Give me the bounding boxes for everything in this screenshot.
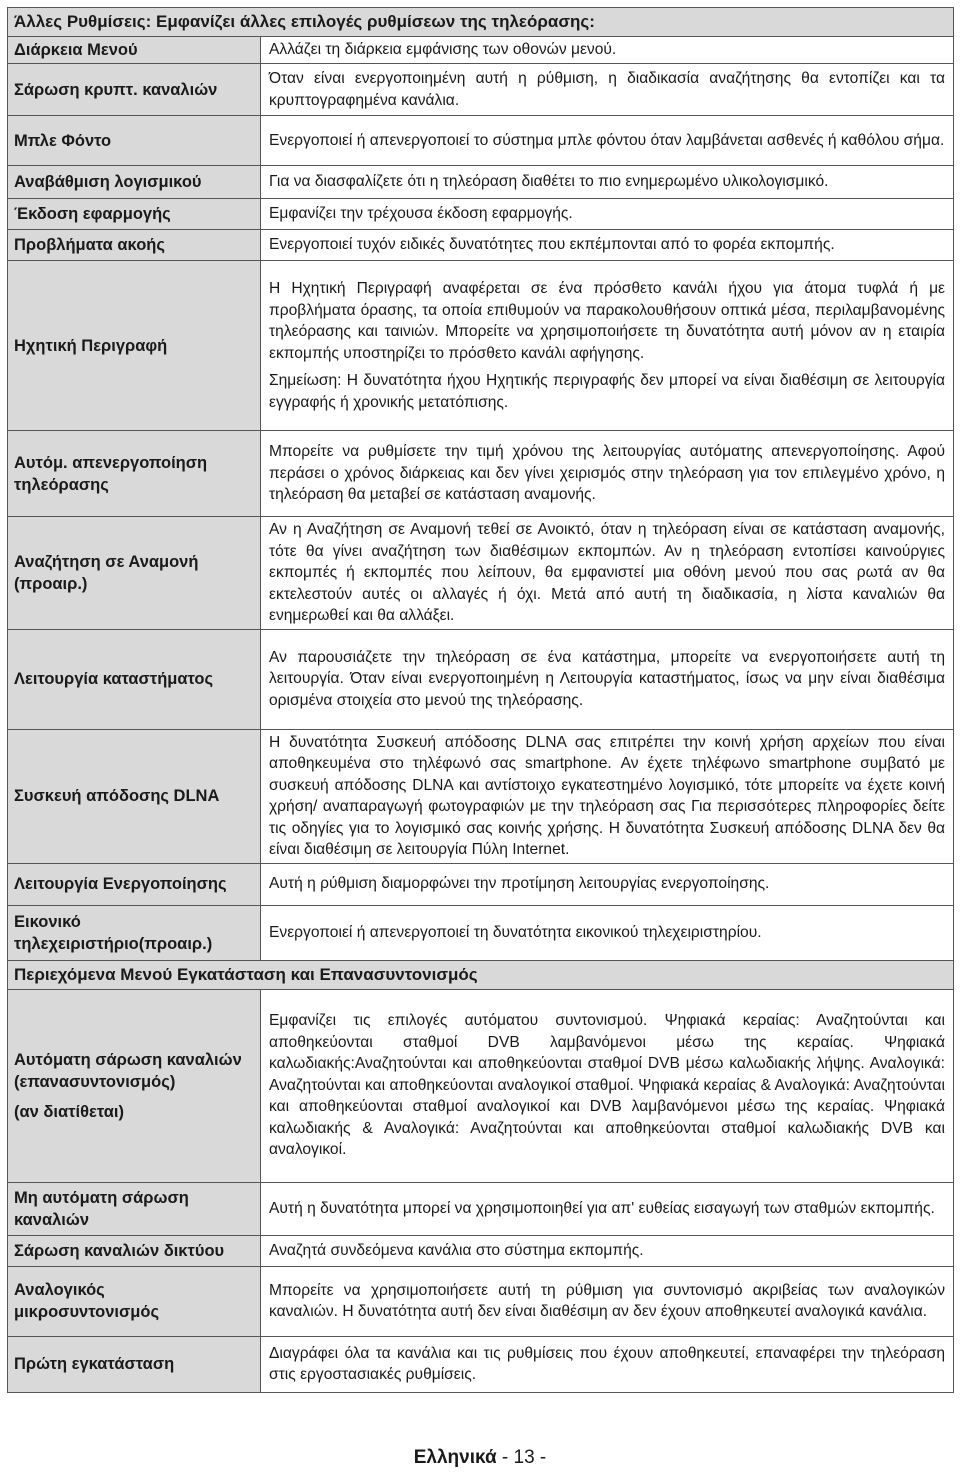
setting-description-text: Για να διασφαλίζετε ότι η τηλεόραση διαθέτει το πιο ενημερωμένο υλικολογισμικό.	[269, 173, 829, 191]
footer-language: Ελληνικά	[413, 1447, 497, 1468]
setting-label	[8, 1266, 261, 1336]
setting-description	[261, 1182, 954, 1235]
table-row	[8, 116, 954, 166]
setting-label-text: Αυτόματη σάρωση καναλιών (επανασυντονισμός)	[14, 1050, 242, 1091]
setting-label-text: Λειτουργία Ενεργοποίησης	[14, 875, 227, 893]
footer-page-number: - 13 -	[501, 1447, 547, 1468]
setting-label	[8, 116, 261, 166]
setting-label	[8, 1336, 261, 1392]
table-row	[8, 629, 954, 729]
setting-description-text: Η Ηχητική Περιγραφή αναφέρεται σε ένα πρόσθετο κανάλι ήχου για άτομα τυφλά ή με προβλήματα όρασης, τα οποία επιθυμούν να παρακολουθήσουν οπτικά μέσα, περιλαμβανομένης τηλεόρασης και ταινιών. Μπορείτε να χρησιμοποιήσετε τη δυνατότητα αυτή μόνον αν η εταιρία εκπομπής υποστηρίζει το πρόσθετο κανάλι αφήγησης.	[269, 280, 946, 362]
setting-description-text: Εμφανίζει την τρέχουσα έκδοση εφαρμογής.	[269, 205, 573, 223]
setting-description-text: Η δυνατότητα Συσκευή απόδοσης DLNA σας επιτρέπει την κοινή χρήση αρχείων που είναι αποθηκευμένα στο τηλέφωνό σας smartphone. Αν έχετε τηλέφωνο smartphone συμβατό με συσκευή απόδοσης DLNA και αντίστοιχο εγκατεστημένο λογισμικό, τότε μπορείτε να έχετε κοινή χρήση/ αναπαραγωγή φωτογραφιών με την τηλεόραση σας Για περισσότερες πληροφορίες δείτε τις οδηγίες για το λογισμικό σας κοινής χρήσης. Η δυνατότητα Συσκευή απόδοσης DLNA δεν θα είναι διαθέσιμη σε λειτουργία Πύλη Internet.	[269, 733, 946, 858]
setting-description	[261, 166, 954, 199]
setting-description	[261, 629, 954, 729]
setting-label-text: Αναλογικός μικροσυντονισμός	[14, 1281, 160, 1321]
setting-description	[261, 64, 954, 116]
setting-label-text: Αυτόμ. απενεργοποίηση τηλεόρασης	[14, 453, 208, 494]
manual-page	[7, 7, 953, 1393]
section-title: Περιεχόμενα Μενού Εγκατάσταση και Επανασυντονισμός	[8, 960, 954, 989]
table-row	[8, 261, 954, 431]
setting-label-text: Προβλήματα ακοής	[14, 236, 165, 254]
setting-description	[261, 431, 954, 517]
page-footer	[0, 1447, 960, 1469]
setting-label-text: Ηχητική Περιγραφή	[14, 336, 168, 355]
setting-description	[261, 116, 954, 166]
setting-description	[261, 199, 954, 230]
table-row	[8, 230, 954, 261]
setting-description	[261, 905, 954, 960]
setting-description-text: Αν η Αναζήτηση σε Αναμονή τεθεί σε Ανοικτό, όταν η τηλεόραση είναι σε κατάσταση αναμονής, τότε θα γίνει αναζήτηση των διαθέσιμων εκπομπών. Αν η τηλεόραση εντοπίσει καινούργιες εκπομπές ή εκπομπές που λείπουν, θα εμφανιστεί μια οθόνη μενού που σας ρωτά αν θα εκτελεστούν αυτές οι αλλαγές ή όχι. Μετά από αυτή τη διαδικασία, η λίστα καναλιών θα ενημερωθεί και θα αλλάξει.	[269, 521, 946, 624]
section-title: Άλλες Ρυθμίσεις: Εμφανίζει άλλες επιλογές ρυθμίσεων της τηλεόρασης:	[8, 8, 954, 37]
table-row	[8, 905, 954, 960]
table-row	[8, 1336, 954, 1392]
setting-label-text: Διάρκεια Μενού	[14, 41, 138, 59]
setting-description-text: Μπορείτε να χρησιμοποιήσετε αυτή τη ρύθμιση για συντονισμό ακριβείας των αναλογικών καναλιών. Η δυνατότητα αυτή δεν είναι διαθέσιμη αν δεν έχουν αποθηκευτεί αναλογικά κανάλια.	[269, 1281, 946, 1320]
setting-description-text: Αυτή η δυνατότητα μπορεί να χρησιμοποιηθεί για απ' ευθείας εισαγωγή των σταθμών εκπομπής.	[269, 1199, 935, 1217]
setting-label	[8, 230, 261, 261]
setting-description-text: Μπορείτε να ρυθμίσετε την τιμή χρόνου της λειτουργίας αυτόματης απενεργοποίησης. Αφού περάσει ο χρόνος διάρκειας και δεν γίνει χειρισμός στην τηλεόραση για τον επιλεγμένο χρόνο, η τηλεόραση θα μεταβεί σε κατάσταση αναμονής.	[269, 443, 946, 504]
setting-label-text: (αν διατίθεται)	[14, 1102, 124, 1121]
setting-description	[261, 517, 954, 630]
setting-label	[8, 989, 261, 1182]
table-row	[8, 1182, 954, 1235]
setting-label	[8, 863, 261, 905]
setting-label-text: Έκδοση εφαρμογής	[14, 205, 171, 223]
setting-description	[261, 261, 954, 431]
setting-description	[261, 1336, 954, 1392]
setting-label-text: Μπλε Φόντο	[14, 131, 112, 150]
setting-description-text: Σημείωση: Η δυνατότητα ήχου Ηχητικής περιγραφής δεν μπορεί να είναι διαθέσιμη σε λειτουργία εγγραφής ή χρονικής μετατόπισης.	[269, 372, 946, 411]
setting-description	[261, 729, 954, 863]
setting-description	[261, 1266, 954, 1336]
setting-label-text: Σάρωση κρυπτ. καναλιών	[14, 80, 218, 99]
setting-description-text: Αυτή η ρύθμιση διαμορφώνει την προτίμηση λειτουργίας ενεργοποίησης.	[269, 875, 770, 893]
setting-label-text: Αναβάθμιση λογισμικού	[14, 173, 202, 191]
setting-label-text: Συσκευή απόδοσης DLNA	[14, 787, 220, 805]
setting-label	[8, 1182, 261, 1235]
table-row	[8, 729, 954, 863]
table-row	[8, 64, 954, 116]
setting-label-text: Λειτουργία καταστήματος	[14, 670, 214, 688]
table-row	[8, 989, 954, 1182]
section-header-row	[8, 8, 954, 37]
setting-label	[8, 261, 261, 431]
setting-description	[261, 989, 954, 1182]
setting-description-text: Όταν είναι ενεργοποιημένη αυτή η ρύθμιση, η διαδικασία αναζήτησης θα εντοπίζει και τα κρυπτογραφημένα κανάλια.	[269, 70, 946, 109]
setting-label	[8, 64, 261, 116]
setting-label	[8, 905, 261, 960]
setting-label	[8, 517, 261, 630]
setting-label	[8, 629, 261, 729]
table-row	[8, 517, 954, 630]
setting-label-text: Σάρωση καναλιών δικτύου	[14, 1241, 225, 1260]
setting-description-text: Ενεργοποιεί τυχόν ειδικές δυνατότητες που εκπέμπονται από το φορέα εκπομπής.	[269, 236, 835, 254]
table-row	[8, 1235, 954, 1266]
setting-label	[8, 199, 261, 230]
table-row	[8, 199, 954, 230]
setting-description	[261, 37, 954, 64]
table-row	[8, 166, 954, 199]
table-row	[8, 431, 954, 517]
setting-label	[8, 1235, 261, 1266]
setting-description-text: Αναζητά συνδεόμενα κανάλια στο σύστημα εκπομπής.	[269, 1241, 644, 1259]
setting-description	[261, 230, 954, 261]
settings-table	[7, 7, 954, 1393]
section-header-row	[8, 960, 954, 989]
table-row	[8, 863, 954, 905]
setting-description	[261, 863, 954, 905]
setting-description-text: Αν παρουσιάζετε την τηλεόραση σε ένα κατάστημα, μπορείτε να ενεργοποιήσετε αυτή τη λειτουργία. Όταν είναι ενεργοποιημένη η Λειτουργία καταστήματος, ίσως να μην είναι διαθέσιμα ορισμένα στοιχεία στο μενού της τηλεόρασης.	[269, 648, 946, 709]
setting-label-text: Μη αυτόματη σάρωση καναλιών	[14, 1188, 189, 1229]
setting-description-text: Αλλάζει τη διάρκεια εμφάνισης των οθονών μενού.	[269, 41, 617, 59]
setting-label	[8, 166, 261, 199]
table-row	[8, 37, 954, 64]
setting-label	[8, 431, 261, 517]
setting-label-text: Αναζήτηση σε Αναμονή (προαιρ.)	[14, 552, 199, 593]
setting-description-text: Ενεργοποιεί ή απενεργοποιεί τη δυνατότητα εικονικού τηλεχειριστηρίου.	[269, 923, 762, 941]
setting-description-text: Εμφανίζει τις επιλογές αυτόματου συντονισμού. Ψηφιακά κεραίας: Αναζητούνται και αποθηκεύονται σταθμοί DVB λαμβανόμενοι μέσω της κεραίας. Ψηφιακά καλωδιακής:Αναζητούνται και αποθηκεύονται σταθμοί DVB μέσω καλωδιακής λήψης. Αναλογικά: Αναζητούνται και αποθηκεύονται αναλογικοί σταθμοί. Ψηφιακά κεραίας & Αναλογικά: Αναζητούνται και αποθηκεύονται σταθμοί αναλογικοί και DVB λαμβανόμενοι μέσω της κεραίας. Ψηφιακά καλωδιακής & Αναλογικά: Αναζητούνται και αποθηκεύονται σταθμοί καλωδιακής DVB και αναλογικοί.	[269, 1012, 946, 1159]
setting-label	[8, 37, 261, 64]
setting-label-text: Εικονικό τηλεχειριστήριο(προαιρ.)	[14, 912, 213, 953]
setting-label	[8, 729, 261, 863]
table-row	[8, 1266, 954, 1336]
setting-description	[261, 1235, 954, 1266]
setting-description-text: Ενεργοποιεί ή απενεργοποιεί το σύστημα μπλε φόντου όταν λαμβάνεται ασθενές ή καθόλου σήμα.	[269, 131, 945, 149]
setting-label-text: Πρώτη εγκατάσταση	[14, 1355, 175, 1373]
setting-description-text: Διαγράφει όλα τα κανάλια και τις ρυθμίσεις που έχουν αποθηκευτεί, επαναφέρει την τηλεόραση στις εργοστασιακές ρυθμίσεις.	[269, 1344, 946, 1383]
settings-table-body	[8, 8, 954, 1393]
